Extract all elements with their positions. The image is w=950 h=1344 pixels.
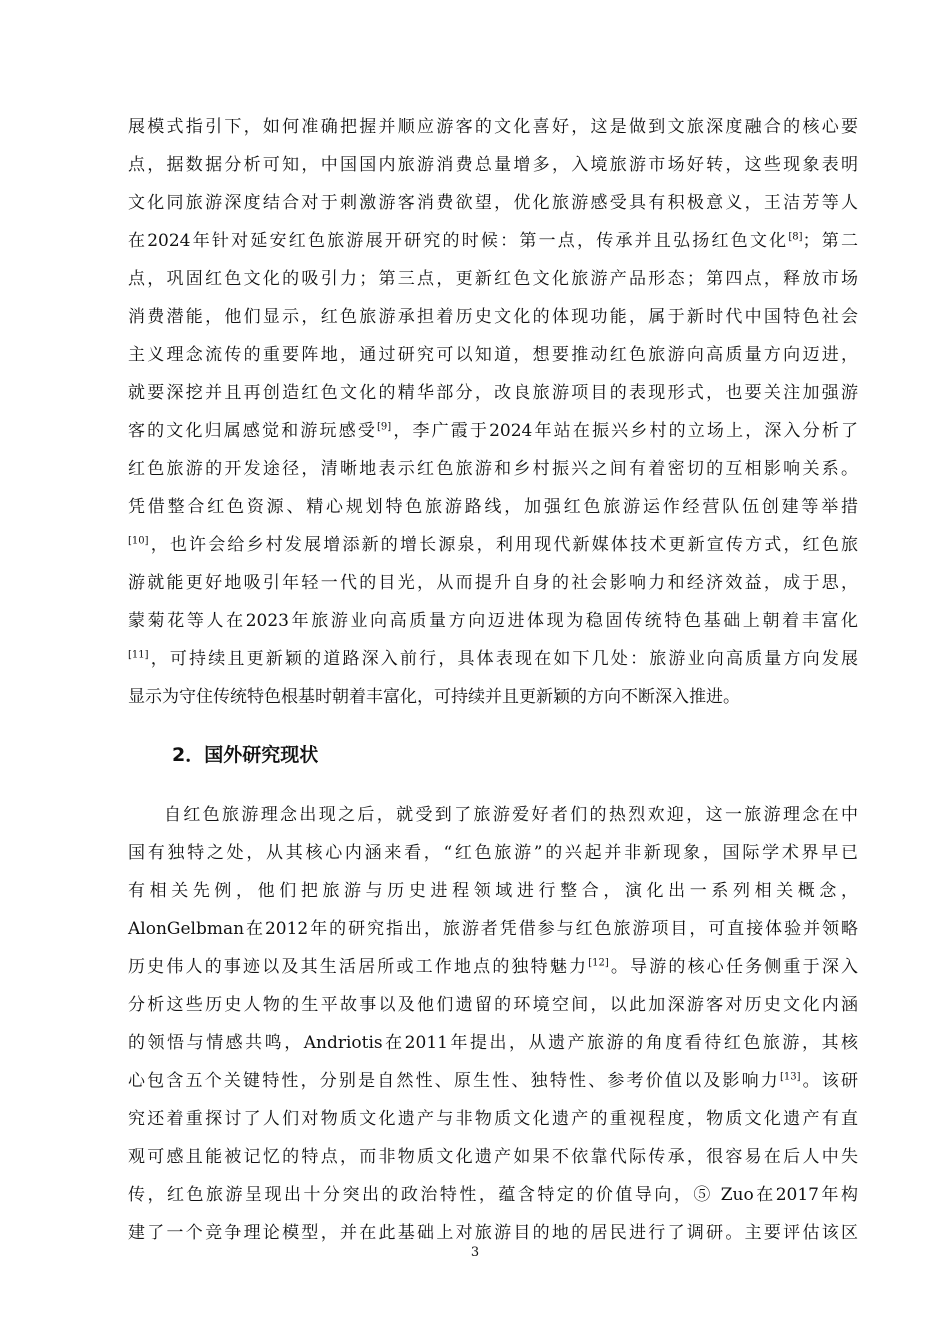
text-line: 自红色旅游理念出现之后，就受到了旅游爱好者们的热烈欢迎，这一旅游理念在中 [164, 805, 858, 825]
text-line: 红色旅游的开发途径，清晰地表示红色旅游和乡村振兴之间有着密切的互相影响关系。 [128, 459, 858, 479]
text-line: 分析这些历史人物的生平故事以及他们遗留的环境空间，以此加深游客对历史文化内涵 [128, 995, 858, 1015]
citation-marker: [10] [128, 535, 149, 547]
text-line: [10]，也许会给乡村发展增添新的增长源泉，利用现代新媒体技术更新宣传方式，红色旅 [128, 535, 858, 555]
text-line: AlonGelbman在2012年的研究指出，旅游者凭借参与红色旅游项目，可直接体验并领略 [128, 919, 858, 939]
citation-marker: [12] [588, 957, 609, 969]
text-line: 蒙菊花等人在2023年旅游业向高质量方向迈进体现为稳固传统特色基础上朝着丰富化 [128, 611, 858, 631]
text-line: 客的文化归属感觉和游玩感受[9]，李广霞于2024年站在振兴乡村的立场上，深入分析了 [128, 421, 859, 441]
citation-marker: [11] [128, 649, 149, 661]
text-line: 主义理念流传的重要阵地，通过研究可以知道，想要推动红色旅游向高质量方向迈进， [128, 345, 858, 365]
text-line: 究还着重探讨了人们对物质文化遗产与非物质文化遗产的重视程度，物质文化遗产有直 [128, 1109, 858, 1129]
text-line: 观可感且能被记忆的特点，而非物质文化遗产如果不依靠代际传承，很容易在后人中失 [128, 1147, 858, 1167]
text-line: 凭借整合红色资源、精心规划特色旅游路线，加强红色旅游运作经营队伍创建等举措 [128, 497, 858, 517]
text-line: 在2024年针对延安红色旅游展开研究的时候：第一点，传承并且弘扬红色文化[8]；第二 [128, 231, 859, 251]
text-line: 传，红色旅游呈现出十分突出的政治特性，蕴含特定的价值导向，⑤ Zuo在2017年构 [128, 1185, 858, 1205]
section-heading-foreign-research: 2．国外研究现状 [172, 744, 319, 766]
text-line: 建了一个竞争理论模型，并在此基础上对旅游目的地的居民进行了调研。主要评估该区 [128, 1223, 858, 1243]
text-line: 点，据数据分析可知，中国国内旅游消费总量增多，入境旅游市场好转，这些现象表明 [128, 155, 858, 175]
citation-marker: [8] [788, 231, 803, 243]
text-line: 有相关先例，他们把旅游与历史进程领域进行整合，演化出一系列相关概念， [128, 881, 858, 901]
text-line: 心包含五个关键特性，分别是自然性、原生性、独特性、参考价值以及影响力[13]。该研 [128, 1071, 859, 1091]
text-line: 历史伟人的事迹以及其生活居所或工作地点的独特魅力[12]。导游的核心任务侧重于深入 [128, 957, 859, 977]
citation-marker: [9] [377, 421, 392, 433]
text-line: 就要深挖并且再创造红色文化的精华部分，改良旅游项目的表现形式，也要关注加强游 [128, 383, 858, 403]
paragraph-domestic-research [128, 108, 858, 716]
paragraph-foreign-research [128, 796, 858, 1252]
text-line: 展模式指引下，如何准确把握并顺应游客的文化喜好，这是做到文旅深度融合的核心要 [128, 117, 858, 137]
page-number: 3 [470, 1245, 480, 1260]
text-line: 文化同旅游深度结合对于刺激游客消费欲望，优化旅游感受具有积极意义，王洁芳等人 [128, 193, 858, 213]
text-line: 消费潜能，他们显示，红色旅游承担着历史文化的体现功能，属于新时代中国特色社会 [128, 307, 858, 327]
citation-marker: [13] [779, 1071, 801, 1083]
text-line: 点，巩固红色文化的吸引力；第三点，更新红色文化旅游产品形态；第四点，释放市场 [128, 269, 858, 289]
text-line: 的领悟与情感共鸣，Andriotis在2011年提出，从遗产旅游的角度看待红色旅游，其核 [128, 1033, 858, 1053]
text-line: 国有独特之处，从其核心内涵来看，“红色旅游”的兴起并非新现象，国际学术界早已 [128, 843, 858, 863]
text-line: 显示为守住传统特色根基时朝着丰富化，可持续并且更新颖的方向不断深入推进。 [128, 687, 740, 707]
text-line: [11]，可持续且更新颖的道路深入前行，具体表现在如下几处：旅游业向高质量方向发展 [128, 649, 858, 669]
text-line: 游就能更好地吸引年轻一代的目光，从而提升自身的社会影响力和经济效益，成于思， [128, 573, 858, 593]
